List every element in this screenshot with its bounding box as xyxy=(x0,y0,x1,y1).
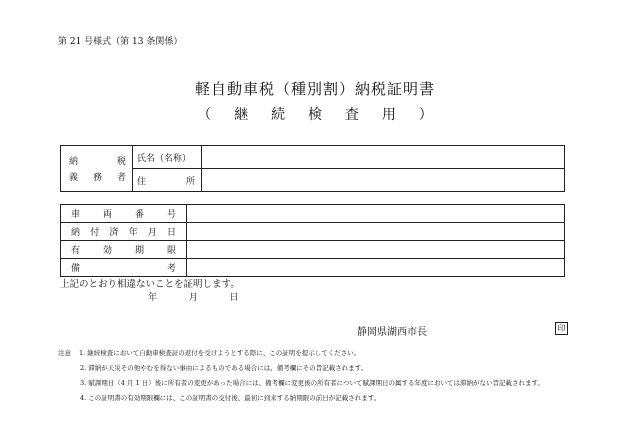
year-label: 年 xyxy=(148,293,158,303)
row-label-paid-date: 納 付 済 年 月 日 xyxy=(61,223,187,241)
note-item: 2. 滞納が天災その他やむを得ない事由によるものである場合には、備考欄にその旨記載されます。 xyxy=(80,364,368,372)
vehicle-table xyxy=(60,204,565,277)
issue-date xyxy=(148,290,239,303)
plate-number-field[interactable] xyxy=(187,205,565,223)
subtitle-char: 続 xyxy=(271,107,286,123)
document-title: 軽自動車税（種別割）納税証明書 xyxy=(194,80,435,98)
row-label-remarks: 備 考 xyxy=(61,259,187,277)
subtitle-char: 査 xyxy=(344,107,359,123)
label-char: 務 xyxy=(92,173,102,183)
subtitle-char: （ xyxy=(197,107,212,123)
label-char: 税 xyxy=(116,157,126,167)
subtitle-char: 用 xyxy=(381,107,396,123)
paid-date-field[interactable] xyxy=(187,223,565,241)
note-item: 注意 1. 継続検査において自動車検査証の返付を受けようとする際に、この証明を提示してください。 xyxy=(58,349,361,357)
day-label: 日 xyxy=(229,293,239,303)
label-char: 者 xyxy=(116,173,126,183)
label-char: 義 xyxy=(69,173,79,183)
subtitle-char: 検 xyxy=(308,107,322,123)
certification-text: 上記のとおり相違ないことを証明します。 xyxy=(60,279,240,290)
row-label-plate: 車 両 番 号 xyxy=(61,205,187,223)
remarks-field[interactable] xyxy=(187,259,565,277)
address-label xyxy=(133,169,202,192)
notes-prefix: 注意 xyxy=(58,349,71,357)
label-char: 住 xyxy=(137,176,147,187)
subtitle-char: ） xyxy=(418,107,433,123)
taxpayer-table xyxy=(60,145,565,192)
signer-name: 静岡県湖西市長 xyxy=(357,327,427,338)
address-field[interactable] xyxy=(202,169,565,192)
month-label: 月 xyxy=(188,293,198,303)
label-char: 所 xyxy=(185,176,195,187)
notes-section xyxy=(58,346,544,406)
label-char: 納 xyxy=(69,157,79,167)
note-item: 4. この証明書の有効期限欄には、この証明書の交付後、最初に到来する納期限の前日が記載されます。 xyxy=(80,394,381,402)
name-label: 氏名（名称） xyxy=(133,146,202,169)
name-field[interactable] xyxy=(202,146,565,169)
validity-field[interactable] xyxy=(187,241,565,259)
note-item: 3. 賦課期日（4 月 1 日）後に所有者の変更があった場合には、備考欄に変更後の所有者について賦課期日の属する年度においては滞納がない旨記載されます。 xyxy=(80,379,545,387)
document-subtitle xyxy=(0,104,630,124)
seal-mark: 印 xyxy=(555,322,568,335)
row-label-validity: 有 効 期 限 xyxy=(61,241,187,259)
taxpayer-label xyxy=(61,146,133,192)
subtitle-char: 継 xyxy=(234,107,249,123)
form-number: 第 21 号様式（第 13 条関係） xyxy=(58,37,183,47)
